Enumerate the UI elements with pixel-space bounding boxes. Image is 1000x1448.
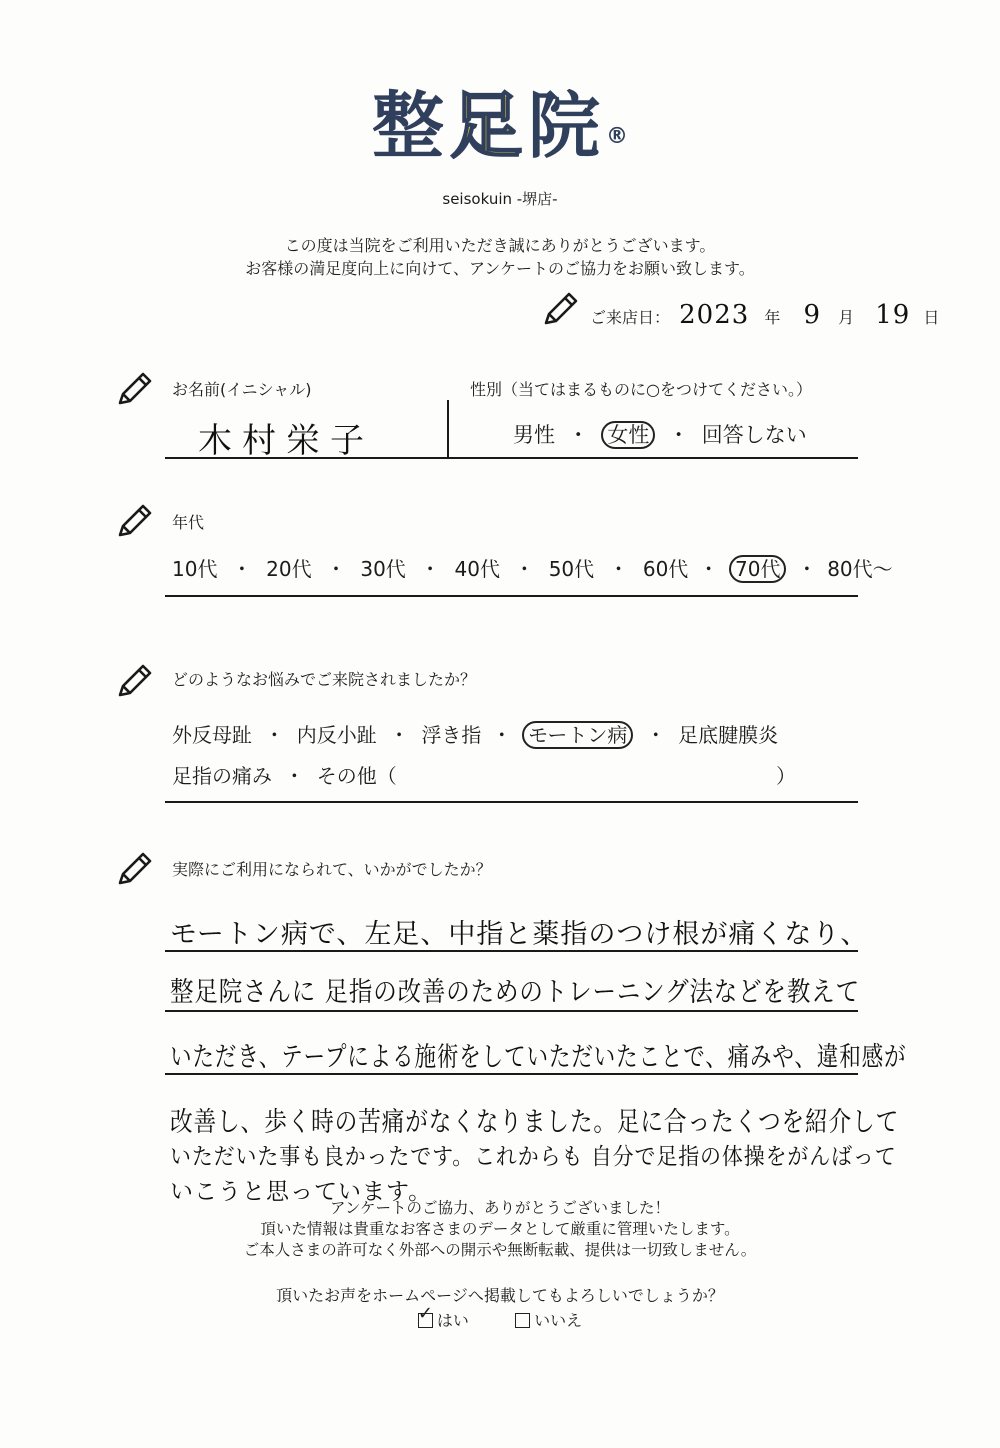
footer-privacy-1: 頂いた情報は貴重なお客さまのデータとして厳重に管理いたします。 [260,1220,740,1238]
concern-plantar-fasciitis[interactable]: 足底腱膜炎 [678,723,779,747]
name-gender-divider [447,400,449,458]
concern-bunionette[interactable]: 内反小趾 [296,723,377,747]
separator: ・ [608,557,629,581]
month-unit: 月 [838,308,855,327]
concern-toe-pain[interactable]: 足指の痛み [172,764,272,788]
logo-char-3: 院 [528,84,607,168]
separator: ・ [420,557,441,581]
consent-yes[interactable] [417,1303,469,1330]
footer-privacy-2: ご本人さまの許可なく外部への開示や無断転載、提供は一切致しません。 [243,1241,757,1259]
age-label: 年代 [172,513,205,532]
separator: ・ [284,764,305,788]
logo-char-1: 整 [371,84,450,168]
concern-hallux-valgus[interactable]: 外反母趾 [172,723,252,747]
checkbox-empty-icon[interactable] [515,1313,530,1328]
separator: ・ [264,723,285,747]
footer-thanks: アンケートのご協力、ありがとうございました！ [329,1199,671,1217]
feedback-label: 実際にご利用になられて、いかがでしたか？ [172,860,492,879]
footer-notes [0,1198,1000,1261]
separator: ・ [567,423,589,447]
separator: ・ [325,557,346,581]
gender-option-no-answer[interactable]: 回答しない [701,423,807,447]
visit-date [590,300,939,330]
concern-options-row-2 [172,760,397,789]
visit-year: 2023 [679,300,750,330]
age-option-70s[interactable]: 70代 [729,555,786,583]
separator: ・ [796,557,817,581]
separator: ・ [231,557,252,581]
feedback-line-5: いただいた事も良かったです。これからも 自分で足指の体操をがんばって [170,1144,897,1170]
separator: ・ [389,723,410,747]
feedback-rule-2 [165,1010,858,1012]
age-option-40s[interactable]: 40代 [454,557,500,581]
year-unit: 年 [764,308,781,327]
logo-char-2: 足 [449,84,528,168]
consent-question: 頂いたお声をホームページへ掲載してもよろしいでしょうか？ [276,1286,724,1305]
check-mark-icon: ✓ [417,1303,433,1324]
visit-date-label: ご来店日： [590,308,671,327]
age-option-10s[interactable]: 10代 [172,557,218,581]
concern-mortons-neuroma[interactable]: モートン病 [522,721,633,749]
feedback-line-3: いただき、テープによる施術をしていただいたことで、痛みや、違和感が [170,1042,907,1073]
clinic-logo [0,84,1000,168]
concern-label: どのようなお悩みでご来院されましたか？ [172,670,477,689]
consent-options [0,1303,1000,1331]
pencil-icon [112,500,156,544]
registered-mark: ® [606,124,629,149]
visit-day: 19 [875,300,911,330]
consent-no-label: いいえ [534,1311,583,1330]
age-option-80s-plus[interactable]: 80代〜 [827,557,893,581]
concern-options-row-1 [172,719,778,748]
feedback-rule-3 [165,1073,858,1075]
age-option-30s[interactable]: 30代 [360,557,406,581]
pencil-icon [538,288,582,332]
feedback-rule-1 [165,950,858,952]
checkbox-checked-icon[interactable] [417,1303,433,1328]
pencil-icon [112,660,156,704]
gender-option-female[interactable]: 女性 [601,421,655,449]
separator: ・ [514,557,535,581]
intro-line-2: お客様の満足度向上に向けて、アンケートのご協力をお願い致します。 [245,259,755,278]
day-unit: 日 [923,308,940,327]
separator: ・ [491,723,512,747]
age-options [172,553,893,582]
intro-line-1: この度は当院をご利用いただき誠にありがとうございます。 [284,236,716,255]
feedback-line-6: いこうと思っています。 [170,1179,433,1205]
pencil-icon [112,848,156,892]
separator: ・ [698,557,719,581]
feedback-line-4: 改善し、歩く時の苦痛がなくなりました。足に合ったくつを紹介して [170,1107,900,1138]
feedback-line-1: モートン病で、左足、中指と薬指のつけ根が痛くなり、 [170,919,869,950]
name-gender-underline [165,457,858,459]
age-underline [165,595,858,597]
visit-month: 9 [803,300,822,330]
concern-floating-toe[interactable]: 浮き指 [421,723,482,747]
concern-underline [165,801,858,803]
consent-no[interactable] [515,1311,582,1330]
separator: ・ [645,723,666,747]
intro-text [0,234,1000,280]
gender-option-male[interactable]: 男性 [513,423,555,447]
age-option-20s[interactable]: 20代 [266,557,312,581]
separator: ・ [668,423,690,447]
concern-other-close: ） [776,764,796,788]
feedback-line-2: 整足院さんに 足指の改善のためのトレーニング法などを教えて [170,977,860,1008]
age-option-60s[interactable]: 60代 [642,557,689,581]
name-label: お名前(イニシャル) [172,380,312,399]
name-value: 木村栄子 [198,421,374,461]
consent-yes-label: はい [436,1311,469,1330]
concern-other[interactable]: その他（ [316,764,397,788]
age-option-50s[interactable]: 50代 [548,557,595,581]
pencil-icon [112,368,156,412]
gender-options [513,419,807,449]
logo-subtitle: seisokuin -堺店- [442,190,558,208]
gender-label: 性別（当てはまるものに○をつけてください。） [470,380,812,399]
